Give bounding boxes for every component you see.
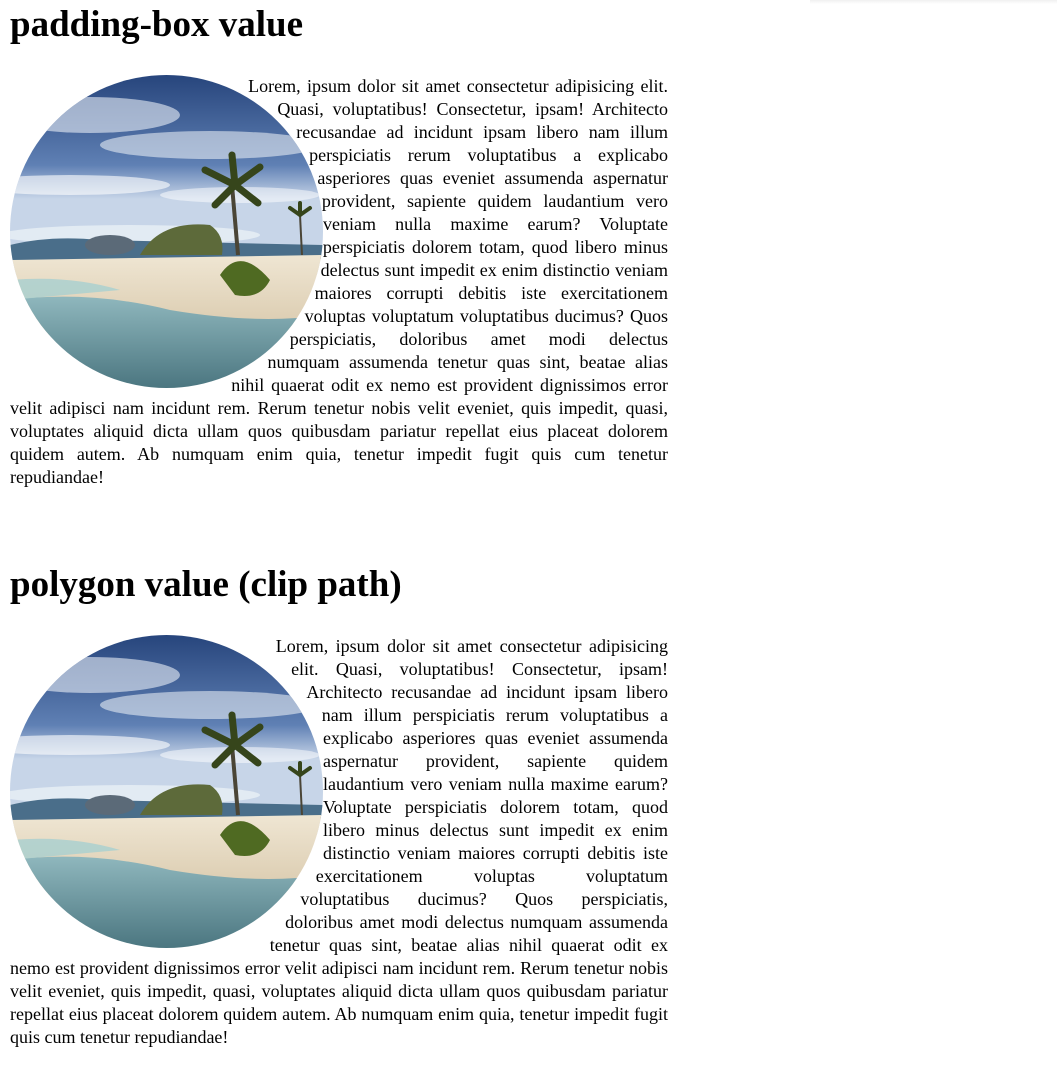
section-padding-box xyxy=(10,0,668,489)
section-polygon xyxy=(10,560,668,1049)
section-paragraph: Lorem, ipsum dolor sit amet consectetur adipisicing elit. Quasi, voluptatibus! Consectetur, ipsam! Architecto recusandae ad incidunt ipsam libero nam illum perspiciatis rerum voluptatibus a explicabo asperiores quas eveniet assumenda aspernatur provident, sapiente quidem laudantium vero veniam nulla maxime earum? Voluptate perspiciatis dolorem totam, quod libero minus delectus sunt impedit ex enim distinctio veniam maiores corrupti debitis iste exercitationem voluptas voluptatum voluptatibus ducimus? Quos perspiciatis, doloribus amet modi delectus numquam assumenda tenetur quas sint, beatae alias nihil quaerat odit ex nemo est provident dignissimos error velit adipisci nam incidunt rem. Rerum tenetur nobis velit eveniet, quis impedit, quasi, voluptates aliquid dicta ullam quos quibusdam pariatur repellat eius placeat dolorem quidem autem. Ab numquam enim quia, tenetur impedit fugit quis cum tenetur repudiandae! xyxy=(10,76,668,487)
section-content xyxy=(10,75,668,489)
beach-image xyxy=(10,75,323,388)
beach-image xyxy=(10,635,323,948)
beach-scene-icon xyxy=(10,635,323,948)
beach-scene-icon xyxy=(10,75,323,388)
section-heading: padding-box value xyxy=(10,4,304,45)
section-heading: polygon value (clip path) xyxy=(10,564,402,605)
section-paragraph: Lorem, ipsum dolor sit amet consectetur adipisicing elit. Quasi, voluptatibus! Consectetur, ipsam! Architecto recusandae ad incidunt ipsam libero nam illum perspiciatis rerum voluptatibus a explicabo asperiores quas eveniet assumenda aspernatur provident, sapiente quidem laudantium vero veniam nulla maxime earum? Voluptate perspiciatis dolorem totam, quod libero minus delectus sunt impedit ex enim distinctio veniam maiores corrupti debitis iste exercitationem voluptas voluptatum voluptatibus ducimus? Quos perspiciatis, doloribus amet modi delectus numquam assumenda tenetur quas sint, beatae alias nihil quaerat odit ex nemo est provident dignissimos error velit adipisci nam incidunt rem. Rerum tenetur nobis velit eveniet, quis impedit, quasi, voluptates aliquid dicta ullam quos quibusdam pariatur repellat eius placeat dolorem quidem autem. Ab numquam enim quia, tenetur impedit fugit quis cum tenetur repudiandae! xyxy=(10,636,668,1047)
window-edge-shadow xyxy=(810,0,1057,4)
section-content xyxy=(10,635,668,1049)
